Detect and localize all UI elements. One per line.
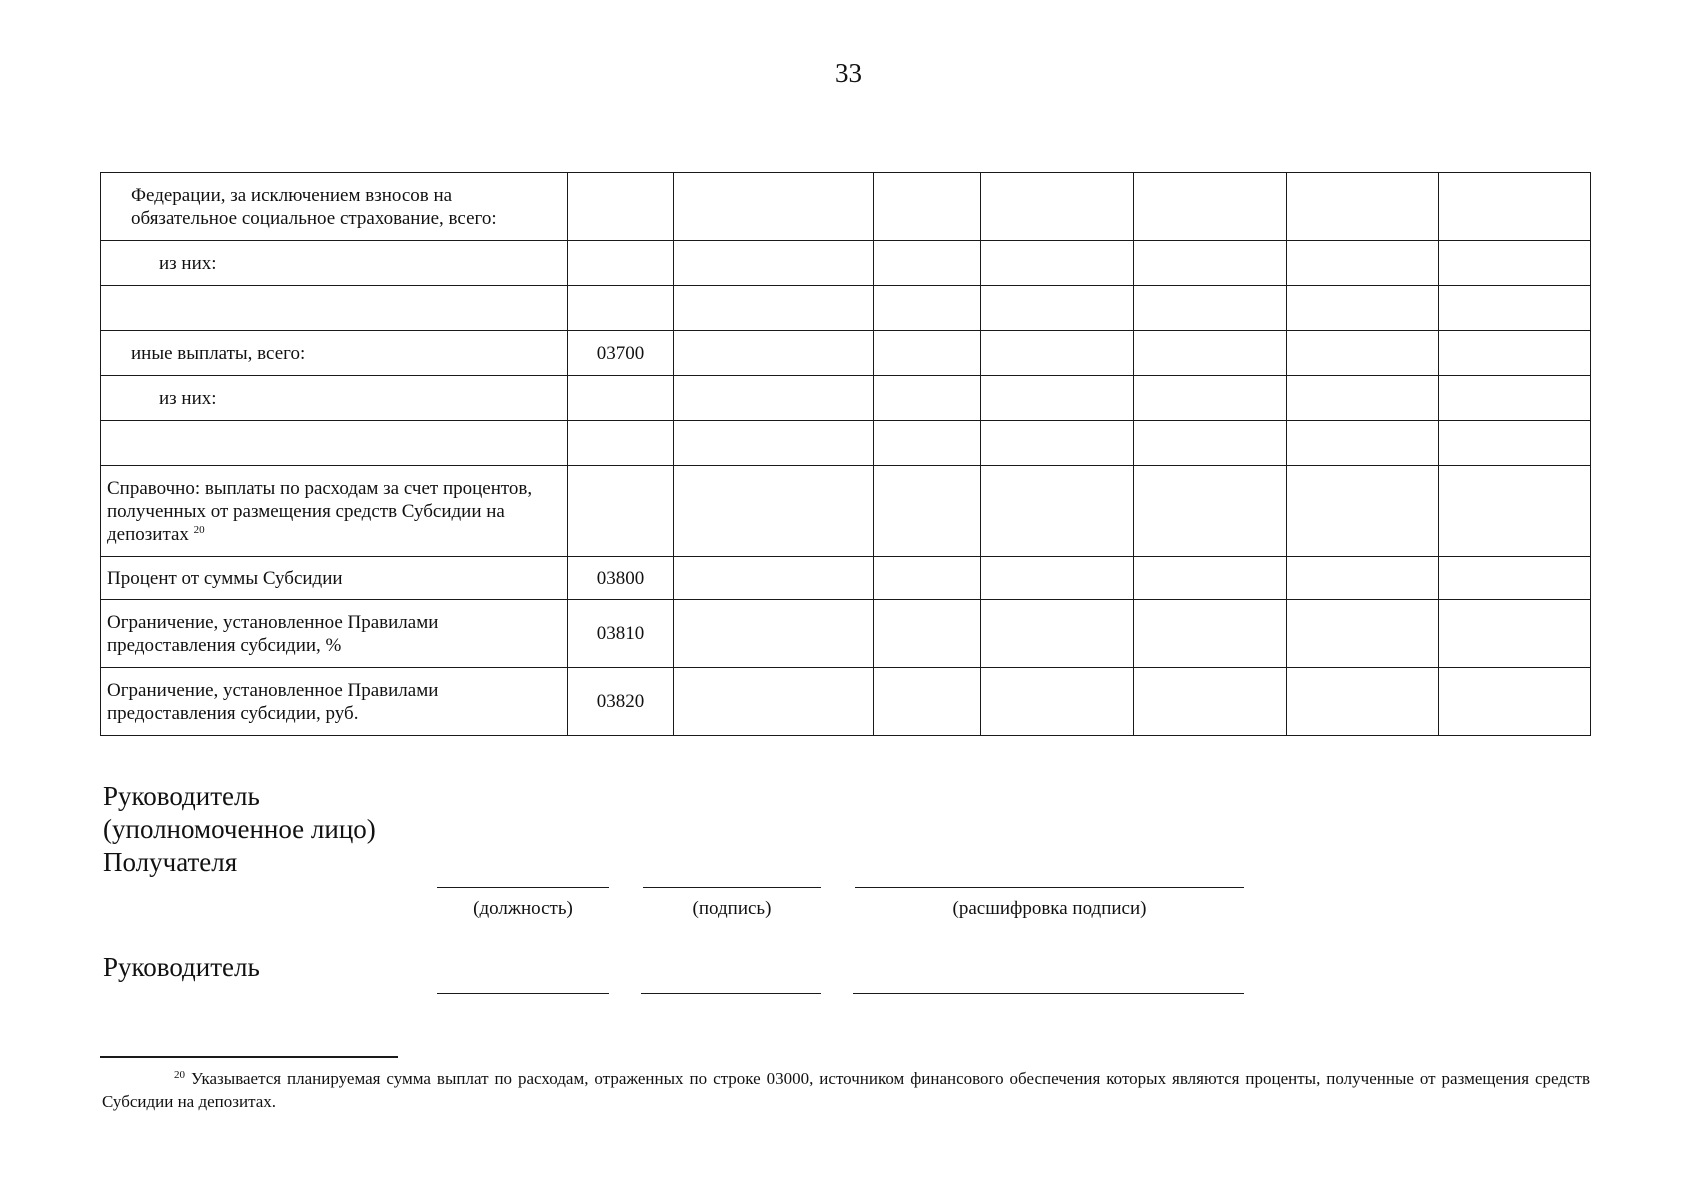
table-cell <box>1134 466 1287 557</box>
row-code <box>568 466 674 557</box>
table-row <box>101 331 1591 376</box>
table-cell <box>874 557 981 600</box>
table-cell <box>674 376 874 421</box>
table-cell <box>1287 668 1439 736</box>
table-cell <box>874 241 981 286</box>
row-label <box>101 466 568 557</box>
table-cell <box>981 466 1134 557</box>
table-cell <box>981 668 1134 736</box>
decryption-caption: (расшифровка подписи) <box>952 898 1147 919</box>
table-cell <box>1134 557 1287 600</box>
table-cell <box>1134 286 1287 331</box>
table-cell <box>674 668 874 736</box>
decryption-line <box>855 887 1244 888</box>
row-label: из них: <box>101 376 568 421</box>
row-label-text: Справочно: выплаты по расходам за счет процентов, полученных от размещения средств Субсидии на депозитах <box>107 477 533 545</box>
table-cell <box>1134 331 1287 376</box>
table-cell <box>1134 173 1287 241</box>
signature-line <box>643 887 821 888</box>
footnote-separator <box>100 1056 398 1058</box>
table-cell <box>1287 600 1439 668</box>
table-cell <box>1439 241 1591 286</box>
table-cell <box>1287 466 1439 557</box>
row-label: Процент от суммы Субсидии <box>101 557 568 600</box>
table-cell <box>1439 557 1591 600</box>
table-cell <box>674 173 874 241</box>
row-label: Федерации, за исключением взносов на обязательное социальное страхование, всего: <box>101 173 568 241</box>
decryption-line-2 <box>853 993 1244 994</box>
table-cell <box>1287 421 1439 466</box>
position-caption: (должность) <box>473 898 573 919</box>
table-cell <box>1134 668 1287 736</box>
table-row <box>101 241 1591 286</box>
row-code: 03700 <box>568 331 674 376</box>
row-code <box>568 376 674 421</box>
table-row <box>101 600 1591 668</box>
table-cell <box>1287 241 1439 286</box>
page-number: 33 <box>835 58 862 88</box>
table-cell <box>1439 173 1591 241</box>
table-cell <box>1287 557 1439 600</box>
signature-caption: (подпись) <box>692 898 772 919</box>
table-row <box>101 421 1591 466</box>
table-cell <box>1439 600 1591 668</box>
table-row <box>101 286 1591 331</box>
table-cell <box>981 421 1134 466</box>
signature-label-line2: (уполномоченное лицо) <box>103 814 376 844</box>
table-cell <box>981 173 1134 241</box>
table-cell <box>874 286 981 331</box>
row-label: иные выплаты, всего: <box>101 331 568 376</box>
table-row <box>101 668 1591 736</box>
row-label: Ограничение, установленное Правилами предоставления субсидии, % <box>101 600 568 668</box>
table-cell <box>1439 466 1591 557</box>
table-row <box>101 466 1591 557</box>
footnote <box>102 1067 1590 1113</box>
table-cell <box>981 286 1134 331</box>
signature-label-line3: Получателя <box>103 847 238 877</box>
table-cell <box>874 668 981 736</box>
table-cell <box>1134 376 1287 421</box>
table-cell <box>1439 331 1591 376</box>
row-label: Ограничение, установленное Правилами предоставления субсидии, руб. <box>101 668 568 736</box>
footnote-number: 20 <box>174 1069 185 1081</box>
signature-label-line1: Руководитель <box>103 781 260 811</box>
row-code <box>568 241 674 286</box>
table-cell <box>1287 331 1439 376</box>
table-cell <box>1134 241 1287 286</box>
table-cell <box>981 557 1134 600</box>
table-cell <box>674 331 874 376</box>
table-cell <box>874 173 981 241</box>
table-cell <box>981 241 1134 286</box>
table-cell <box>674 466 874 557</box>
signature-line-2 <box>641 993 821 994</box>
table-row <box>101 376 1591 421</box>
row-code: 03800 <box>568 557 674 600</box>
table-cell <box>1287 286 1439 331</box>
footnote-ref: 20 <box>193 523 205 536</box>
table-cell <box>674 557 874 600</box>
table-cell <box>874 376 981 421</box>
row-code <box>568 286 674 331</box>
table-cell <box>674 421 874 466</box>
table-cell <box>1287 376 1439 421</box>
table-cell <box>874 600 981 668</box>
table-cell <box>981 600 1134 668</box>
row-code: 03820 <box>568 668 674 736</box>
row-label <box>101 421 568 466</box>
table-cell <box>674 600 874 668</box>
signature-2-label: Руководитель <box>103 952 260 982</box>
position-line <box>437 887 609 888</box>
table-row <box>101 173 1591 241</box>
table-cell <box>1287 173 1439 241</box>
table-cell <box>981 331 1134 376</box>
table-cell <box>674 241 874 286</box>
table-cell <box>874 421 981 466</box>
row-label: из них: <box>101 241 568 286</box>
table-cell <box>1439 376 1591 421</box>
table-cell <box>674 286 874 331</box>
expenditure-table <box>100 172 1591 736</box>
table-row <box>101 557 1591 600</box>
footnote-text: Указывается планируемая сумма выплат по расходам, отраженных по строке 03000, источником финансового обеспечения которых являются проценты, полученные от размещения средств Субсидии на депозитах. <box>102 1069 1590 1111</box>
row-code <box>568 173 674 241</box>
table-cell <box>1439 421 1591 466</box>
table-cell <box>1439 286 1591 331</box>
table-cell <box>1134 421 1287 466</box>
table-cell <box>1134 600 1287 668</box>
row-code <box>568 421 674 466</box>
row-code: 03810 <box>568 600 674 668</box>
row-label <box>101 286 568 331</box>
table-cell <box>874 331 981 376</box>
table-cell <box>1439 668 1591 736</box>
table-cell <box>874 466 981 557</box>
position-line-2 <box>437 993 609 994</box>
table-cell <box>981 376 1134 421</box>
